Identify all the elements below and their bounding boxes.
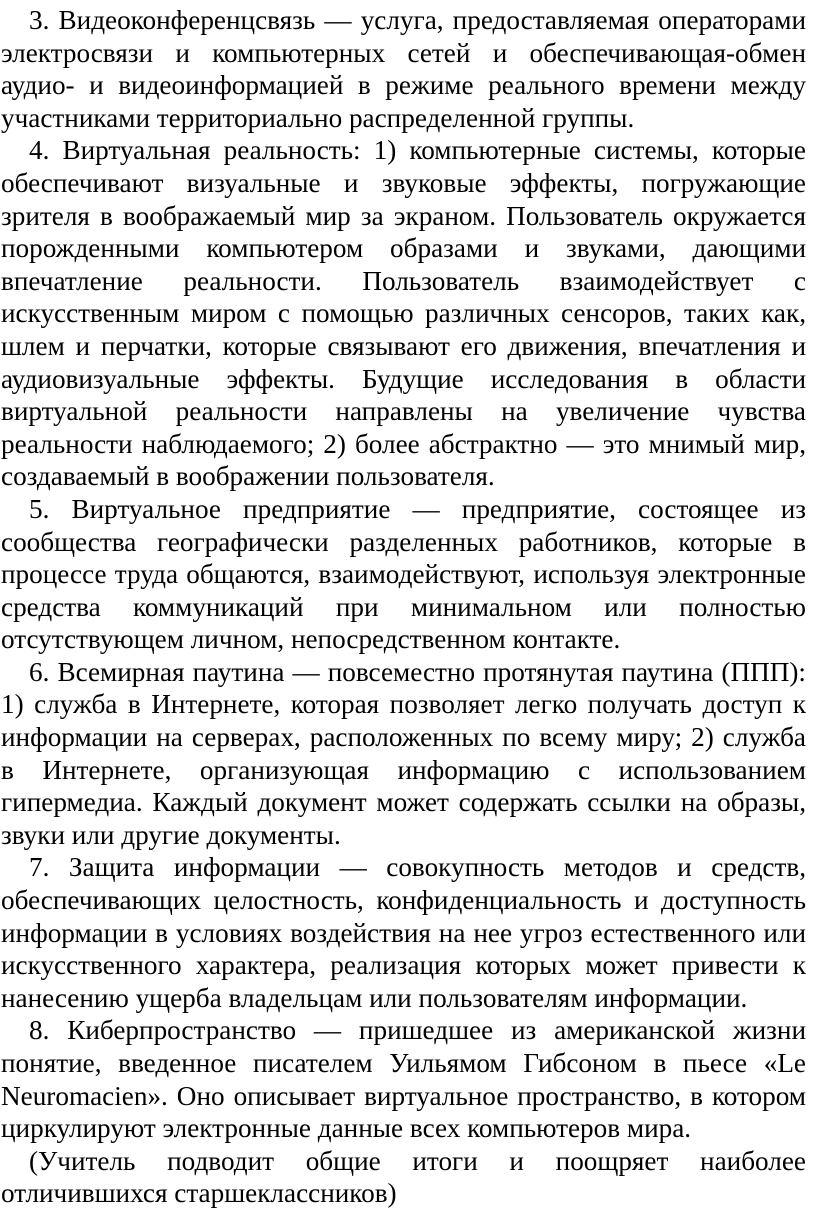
- paragraph-virtual-reality: 4. Виртуальная реальность: 1) компьютерные системы, которые обеспечивают визуальные и звуковые эффекты, погружающие зрителя в воображаемый мир за экраном. Пользователь окружается порожденными компьютером образами и звуками, дающими впечатление реальности. Пользователь взаимодействует с искусственным миром с помощью различных сенсоров, таких как, шлем и перчатки, которые связывают его движения, впечатления и аудиовизуальные эффекты. Будущие исследования в области виртуальной реальности направлены на увеличение чувства реальности наблюдаемого; 2) более абстрактно — это мнимый мир, создаваемый в воображении пользователя.: [1, 135, 806, 492]
- paragraph-information-security: 7. Защита информации — совокупность методов и средств, обеспечивающих целостность, конфиденциальность и доступность информации в условиях воздействия на нее угроз естественного или искусственного характера, реализация которых может привести к нанесению ущерба владельцам или пользователям информации.: [1, 852, 806, 1013]
- paragraph-virtual-enterprise: 5. Виртуальное предприятие — предприятие, состоящее из сообщества географически разделенных работников, которые в процессе труда общаются, взаимодействуют, используя электронные средства коммуникаций при минимальном или полностью отсутствующем личном, непосредственном контакте.: [1, 493, 806, 655]
- paragraph-cyberspace: 8. Киберпространство — пришедшее из американской жизни понятие, введенное писателем Уильямом Гибсоном в пьесе «Le Neuromacien». Оно описывает виртуальное пространство, в котором циркулируют электронные данные всех компьютеров мира.: [1, 1015, 806, 1144]
- paragraph-videoconference: 3. Видеоконференцсвязь — услуга, предоставляемая операторами электросвязи и компьютерных сетей и обеспечивающая-обмен аудио- и видеоинформацией в режиме реального времени между участниками территориально распределенной группы.: [1, 5, 806, 133]
- paragraph-teacher-note: (Учитель подводит общие итоги и поощряет наиболее отличившихся старшеклассников): [1, 1145, 806, 1209]
- paragraph-world-wide-web: 6. Всемирная паутина — повсеместно протянутая паутина (ППП): 1) служба в Интернете, которая позволяет легко получать доступ к информации на серверах, расположенных по всему миру; 2) служба в Интернете, организующая информацию с использованием гипермедиа. Каждый документ может содержать ссылки на образы, звуки или другие документы.: [1, 656, 806, 850]
